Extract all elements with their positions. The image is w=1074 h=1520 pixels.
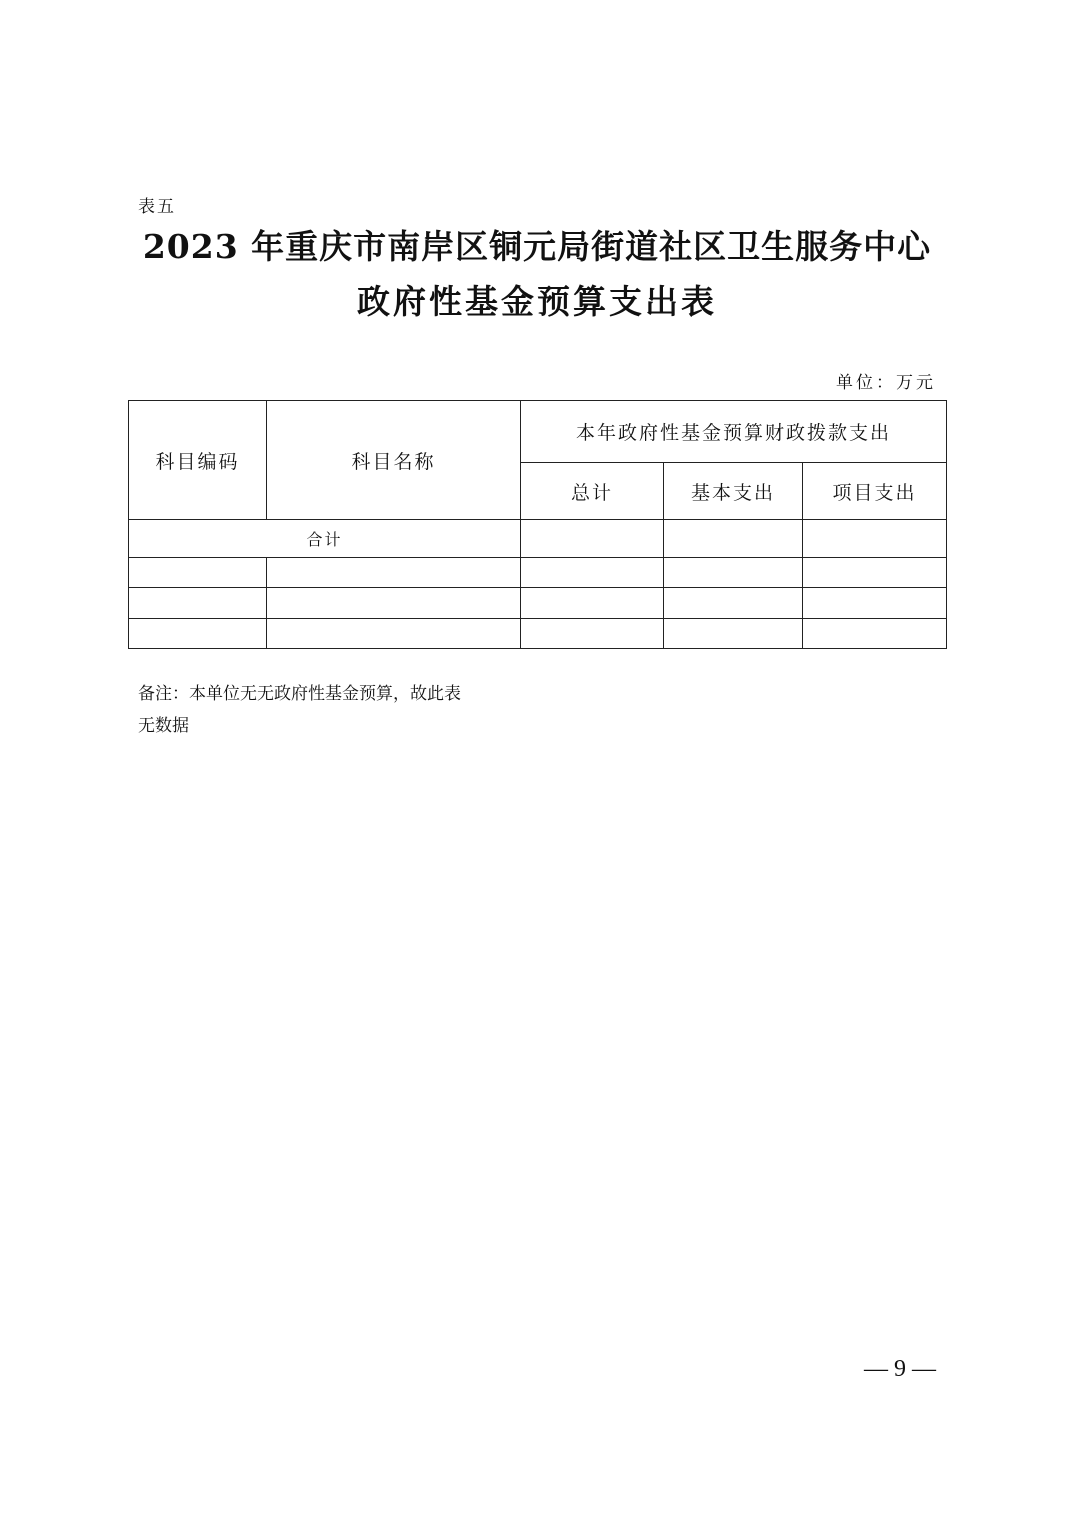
total-row-label: 合计 (129, 520, 521, 558)
document-title-line1: 2023 年重庆市南岸区铜元局街道社区卫生服务中心 (142, 227, 932, 266)
table-cell (129, 619, 267, 649)
unit-label: 单位：万元 (836, 373, 936, 393)
table-label: 表五 (138, 197, 176, 217)
table-cell (803, 588, 947, 619)
table-cell (664, 558, 803, 588)
total-row-project-cell (803, 520, 947, 558)
note-line2: 无数据 (138, 716, 189, 736)
table-cell (521, 558, 664, 588)
table-cell (521, 619, 664, 649)
header-expenditure-group: 本年政府性基金预算财政拨款支出 (521, 401, 947, 463)
table-cell (267, 619, 521, 649)
table-cell (803, 558, 947, 588)
total-row-total-cell (521, 520, 664, 558)
table-cell (664, 619, 803, 649)
table-row (129, 558, 947, 588)
total-row (129, 520, 947, 558)
header-basic-expenditure: 基本支出 (664, 463, 803, 520)
document-title-line2: 政府性基金预算支出表 (357, 282, 717, 321)
note (138, 678, 528, 742)
total-row-basic-cell (664, 520, 803, 558)
table-cell (267, 588, 521, 619)
header-row-1 (129, 401, 947, 463)
table-cell (803, 619, 947, 649)
table-cell (664, 588, 803, 619)
table-row (129, 588, 947, 619)
table-row (129, 619, 947, 649)
page-number: — 9 — (864, 1356, 936, 1382)
header-subject-name: 科目名称 (267, 401, 521, 520)
note-line1: 备注：本单位无无政府性基金预算，故此表 (138, 684, 461, 704)
table-cell (267, 558, 521, 588)
table-cell (129, 558, 267, 588)
header-total: 总计 (521, 463, 664, 520)
header-project-expenditure: 项目支出 (803, 463, 947, 520)
table-cell (129, 588, 267, 619)
budget-table (128, 400, 947, 649)
table-cell (521, 588, 664, 619)
header-subject-code: 科目编码 (129, 401, 267, 520)
